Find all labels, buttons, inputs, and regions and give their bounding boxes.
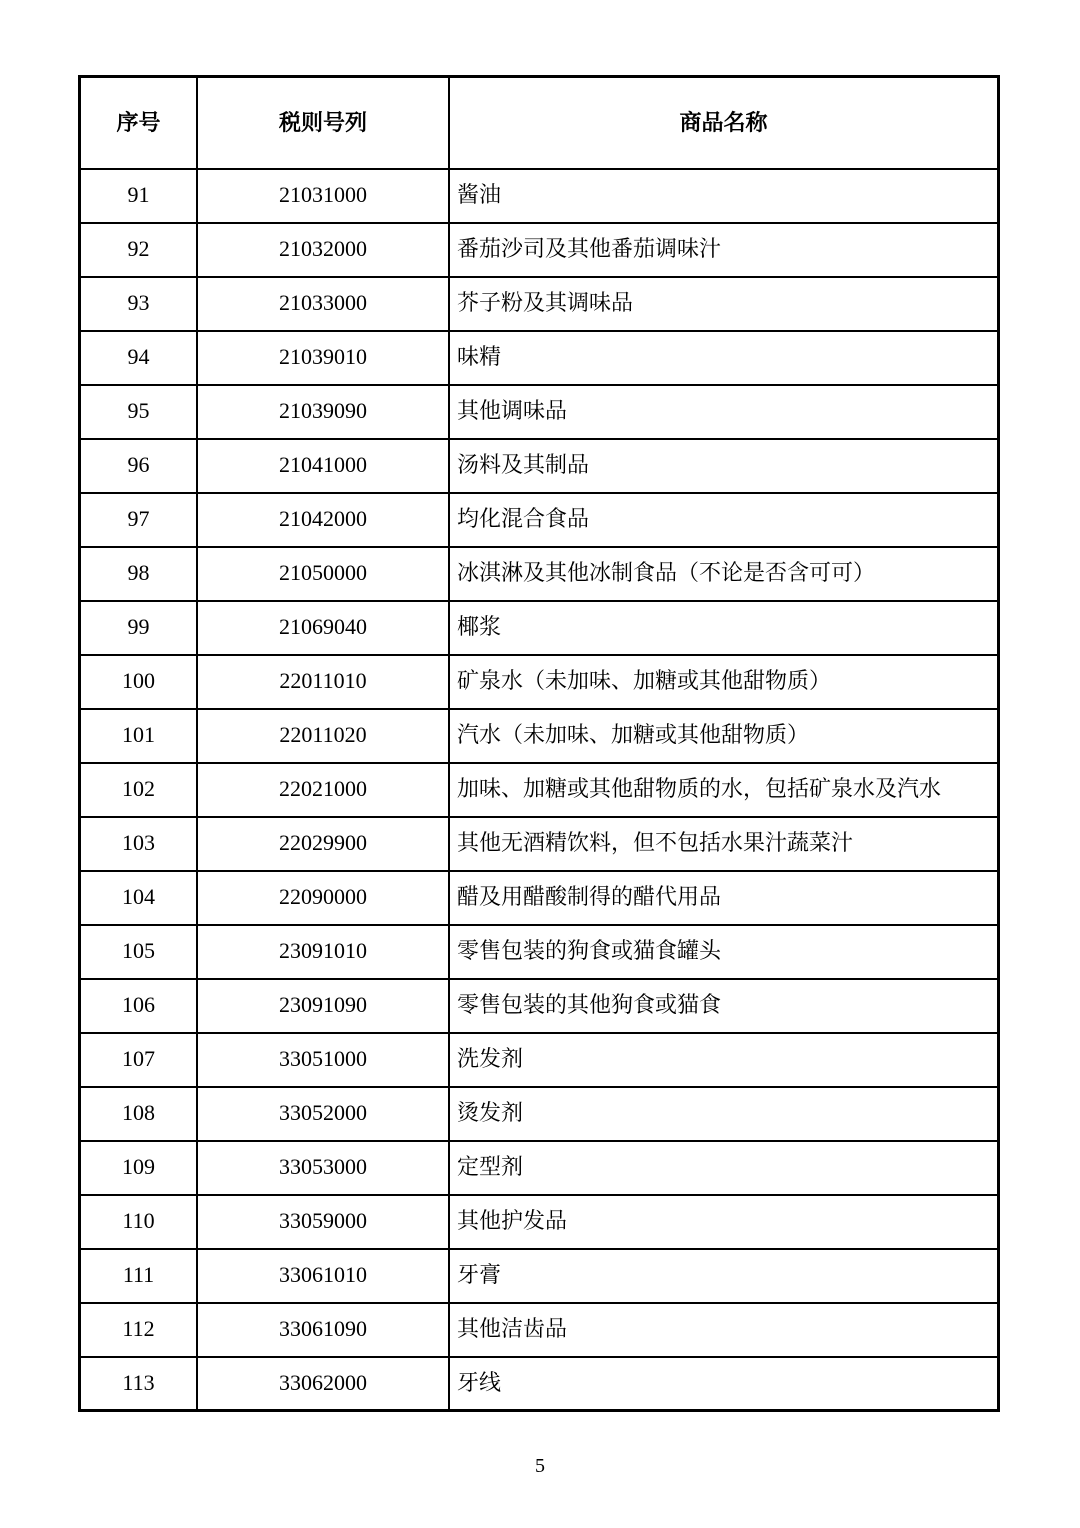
col-header-code: 税则号列 bbox=[197, 77, 449, 169]
cell-code: 22021000 bbox=[197, 763, 449, 817]
cell-seq: 107 bbox=[80, 1033, 198, 1087]
cell-seq: 111 bbox=[80, 1249, 198, 1303]
cell-seq: 101 bbox=[80, 709, 198, 763]
table-row bbox=[80, 1303, 999, 1357]
cell-seq: 97 bbox=[80, 493, 198, 547]
cell-code: 21039090 bbox=[197, 385, 449, 439]
cell-seq: 91 bbox=[80, 169, 198, 223]
cell-name: 汽水（未加味、加糖或其他甜物质） bbox=[449, 709, 999, 763]
cell-code: 21041000 bbox=[197, 439, 449, 493]
cell-code: 33061090 bbox=[197, 1303, 449, 1357]
cell-name: 椰浆 bbox=[449, 601, 999, 655]
cell-name: 其他调味品 bbox=[449, 385, 999, 439]
cell-seq: 110 bbox=[80, 1195, 198, 1249]
cell-name: 定型剂 bbox=[449, 1141, 999, 1195]
cell-name: 牙线 bbox=[449, 1357, 999, 1411]
table-row bbox=[80, 601, 999, 655]
cell-code: 22029900 bbox=[197, 817, 449, 871]
cell-seq: 113 bbox=[80, 1357, 198, 1411]
cell-name: 均化混合食品 bbox=[449, 493, 999, 547]
cell-name: 烫发剂 bbox=[449, 1087, 999, 1141]
table-row bbox=[80, 763, 999, 817]
table-row bbox=[80, 1033, 999, 1087]
cell-name: 冰淇淋及其他冰制食品（不论是否含可可） bbox=[449, 547, 999, 601]
table-row bbox=[80, 331, 999, 385]
cell-seq: 106 bbox=[80, 979, 198, 1033]
cell-name: 芥子粉及其调味品 bbox=[449, 277, 999, 331]
table-row bbox=[80, 1195, 999, 1249]
cell-name: 加味、加糖或其他甜物质的水，包括矿泉水及汽水 bbox=[449, 763, 999, 817]
cell-code: 22090000 bbox=[197, 871, 449, 925]
table-row bbox=[80, 547, 999, 601]
cell-code: 33051000 bbox=[197, 1033, 449, 1087]
cell-name: 汤料及其制品 bbox=[449, 439, 999, 493]
table-row bbox=[80, 385, 999, 439]
cell-seq: 99 bbox=[80, 601, 198, 655]
cell-seq: 109 bbox=[80, 1141, 198, 1195]
cell-name: 洗发剂 bbox=[449, 1033, 999, 1087]
cell-name: 零售包装的其他狗食或猫食 bbox=[449, 979, 999, 1033]
cell-name: 酱油 bbox=[449, 169, 999, 223]
cell-code: 22011020 bbox=[197, 709, 449, 763]
cell-seq: 102 bbox=[80, 763, 198, 817]
cell-seq: 94 bbox=[80, 331, 198, 385]
table-row bbox=[80, 1357, 999, 1411]
table-header bbox=[80, 77, 999, 169]
cell-code: 33059000 bbox=[197, 1195, 449, 1249]
cell-seq: 105 bbox=[80, 925, 198, 979]
cell-name: 零售包装的狗食或猫食罐头 bbox=[449, 925, 999, 979]
cell-seq: 98 bbox=[80, 547, 198, 601]
cell-code: 23091090 bbox=[197, 979, 449, 1033]
cell-code: 22011010 bbox=[197, 655, 449, 709]
cell-seq: 92 bbox=[80, 223, 198, 277]
table-row bbox=[80, 1141, 999, 1195]
cell-seq: 93 bbox=[80, 277, 198, 331]
table-row bbox=[80, 223, 999, 277]
table-row bbox=[80, 1087, 999, 1141]
cell-name: 其他无酒精饮料，但不包括水果汁蔬菜汁 bbox=[449, 817, 999, 871]
cell-code: 21069040 bbox=[197, 601, 449, 655]
cell-seq: 103 bbox=[80, 817, 198, 871]
table-row bbox=[80, 493, 999, 547]
table-row bbox=[80, 925, 999, 979]
cell-seq: 112 bbox=[80, 1303, 198, 1357]
cell-name: 其他护发品 bbox=[449, 1195, 999, 1249]
cell-code: 21039010 bbox=[197, 331, 449, 385]
table-row bbox=[80, 979, 999, 1033]
col-header-seq: 序号 bbox=[80, 77, 198, 169]
page-number: 5 bbox=[535, 1455, 545, 1477]
cell-name: 牙膏 bbox=[449, 1249, 999, 1303]
table-body bbox=[80, 169, 999, 1411]
header-row bbox=[80, 77, 999, 169]
table-row bbox=[80, 169, 999, 223]
table-row bbox=[80, 871, 999, 925]
table-row bbox=[80, 439, 999, 493]
cell-name: 番茄沙司及其他番茄调味汁 bbox=[449, 223, 999, 277]
cell-seq: 108 bbox=[80, 1087, 198, 1141]
table-row bbox=[80, 277, 999, 331]
cell-code: 33052000 bbox=[197, 1087, 449, 1141]
cell-name: 矿泉水（未加味、加糖或其他甜物质） bbox=[449, 655, 999, 709]
cell-name: 醋及用醋酸制得的醋代用品 bbox=[449, 871, 999, 925]
cell-seq: 100 bbox=[80, 655, 198, 709]
cell-code: 21032000 bbox=[197, 223, 449, 277]
cell-code: 21033000 bbox=[197, 277, 449, 331]
cell-code: 23091010 bbox=[197, 925, 449, 979]
cell-code: 21042000 bbox=[197, 493, 449, 547]
table-row bbox=[80, 655, 999, 709]
table-row bbox=[80, 1249, 999, 1303]
cell-seq: 96 bbox=[80, 439, 198, 493]
cell-code: 33053000 bbox=[197, 1141, 449, 1195]
cell-code: 21031000 bbox=[197, 169, 449, 223]
table-row bbox=[80, 817, 999, 871]
cell-code: 21050000 bbox=[197, 547, 449, 601]
cell-code: 33062000 bbox=[197, 1357, 449, 1411]
cell-seq: 104 bbox=[80, 871, 198, 925]
table-row bbox=[80, 709, 999, 763]
cell-code: 33061010 bbox=[197, 1249, 449, 1303]
cell-name: 其他洁齿品 bbox=[449, 1303, 999, 1357]
cell-name: 味精 bbox=[449, 331, 999, 385]
tariff-table bbox=[78, 75, 1000, 1412]
cell-seq: 95 bbox=[80, 385, 198, 439]
col-header-name: 商品名称 bbox=[449, 77, 999, 169]
